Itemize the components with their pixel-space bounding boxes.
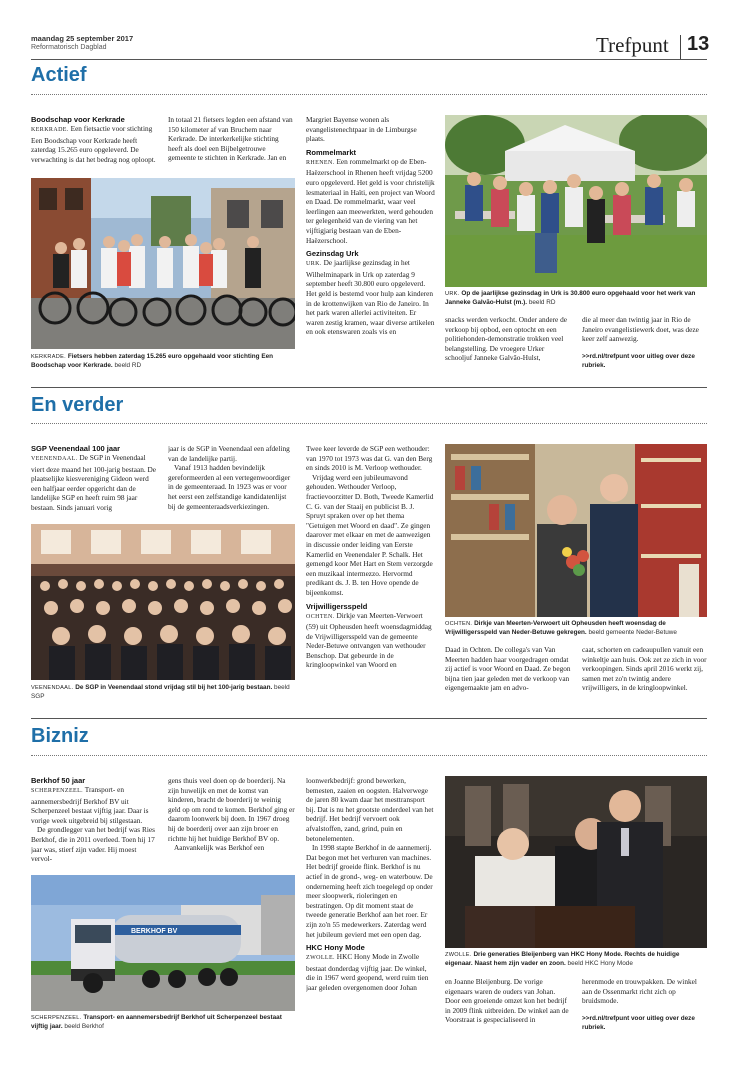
photo-sgp-jubileum [31, 524, 295, 680]
rubriek-link[interactable]: >>rd.nl/trefpunt voor uitleg over deze rubriek. [582, 1015, 695, 1031]
masthead-divider [680, 35, 681, 59]
article-paragraph: jaar is de SGP in Veenendaal een afdeling van de landelijke partij. [168, 444, 290, 463]
page-number: 13 [687, 33, 710, 55]
article-column-middle [306, 444, 435, 703]
photo-caption [445, 620, 707, 640]
photo-caption [31, 1014, 295, 1034]
article-body: die al meer dan twintig jaar in Rio de Janeiro evangelistiewerk doet, was deze keer zelf aanwezig. [582, 315, 699, 344]
article-heading-hony-mode: HKC Hony Mode [306, 943, 365, 953]
article-body: In totaal 21 fietsers legden een afstand van 150 kilometer af van Bruchem naar Kerkrade. De interkerkelijke stichting heeft als doel een Bijbelgetrouwe gemeente te stichten in Kerkrade. Jan en [168, 115, 293, 163]
article-dateline: RHENEN. [306, 159, 335, 166]
article-heading: Berkhof 50 jaar [31, 776, 86, 785]
article-column [445, 645, 572, 703]
article-heading-vrijwilligersspeld: Vrijwilligersspeld [306, 601, 368, 611]
article-column [582, 645, 707, 703]
article-column-middle [306, 115, 435, 373]
caption-place: VEENENDAAL. [31, 685, 74, 691]
article-body: Dirkje van Meerten-Verwoert (59) uit Opheusden heeft woensdagmiddag de Vrijwilligersspeld van de gemeente Neder-Betuwe ontvangen van wethouder Benschop. Dat gebeurde in de kringloopwinkel van Woord en [306, 610, 432, 670]
article-sgp-veenendaal [31, 444, 158, 520]
article-body: caat, schorten en cadeaupullen vanuit een winkeltje aan huis. Ook zet ze zich in voor verkoopingen. Sinds april 2016 werkt zij, samen met zo'n twintig andere vrijwilligers, in de kringloopwinkel. [582, 645, 707, 693]
article-body: Daad in Ochten. De collega's van Van Meerten hadden haar voorgedragen omdat zij actief is voor Woord en Daad. Ze begon bijna tien jaar geleden met de verkoop van eigengemaakte jam en advo- [445, 645, 571, 693]
article-paragraph: Aanvankelijk was Berkhof een [174, 843, 265, 853]
article-paragraph: loonwerkbedrijf: grond bewerken, bemesten, zaaien en oogsten. Halverwege de jaren 80 kwam daar het mesttransport bij. Dat is nu het grootste onderdeel van het bedrijf. Het bedrijf vervoert ook afvalstoffen, zand, grind, puin en betonelementen. [306, 776, 434, 843]
caption-place: OCHTEN. [445, 621, 473, 627]
caption-place: URK. [445, 291, 460, 297]
photo-hony-mode [445, 776, 707, 948]
article-column [582, 315, 707, 351]
article-heading: SGP Veenendaal 100 jaar [31, 444, 121, 453]
section-rule-actief [31, 94, 707, 95]
photo-caption [31, 353, 295, 373]
article-dateline: SCHERPENZEEL. [31, 788, 84, 794]
photo-cyclists-kerkrade [31, 178, 295, 349]
article-column [168, 776, 295, 871]
photo-gezinsdag-urk [445, 115, 707, 287]
article-dateline: ZWOLLE. [306, 955, 335, 962]
section-rule-top [31, 718, 707, 719]
article-paragraph: Twee keer leverde de SGP een wethouder: van 1970 tot 1973 was dat G. van den Berg en sinds 2010 is M. Verloop wethouder. [306, 444, 433, 473]
caption-credit: beeld RD [114, 361, 142, 369]
article-berkhof [31, 776, 158, 871]
issue-date: maandag 25 september 2017 [31, 34, 134, 43]
photo-caption [445, 290, 707, 310]
caption-text: Drie generaties Bleijenberg van HKC Hony Mode. Rechts de huidige eigenaar. Naast hem zijn vader en zoon. [445, 951, 680, 967]
article-body: herenmode en trouwpakken. De winkel aan de Ossenmarkt richt zich op bruidsmode. [582, 977, 697, 1006]
article-body: De SGP in Veenendaal viert deze maand het 100-jarig bestaan. De plaatselijke kiesvereniging Gideon werd een halfjaar eerder opgericht dan de landelijke SGP en heeft ruim 98 jaar bestaan. Sinds januari vorig [31, 453, 157, 512]
caption-place: ZWOLLE. [445, 952, 472, 958]
section-name: Trefpunt [596, 33, 669, 57]
caption-text: De SGP in Veenendaal stond vrijdag stil bij het 100-jarig bestaan. [75, 684, 273, 691]
section-rule-top [31, 387, 707, 388]
masthead-rule [31, 59, 707, 60]
article-body: en Joanne Bleijenburg. De vorige eigenaars waren de ouders van Johan. Door een groeiende omzet kon het bedrijf in 2009 flink uitbreiden. De winkel aan de Voorstraat is gespecialiseerd in [445, 977, 569, 1025]
article-body: De jaarlijkse gezinsdag in het Wilhelminapark in Urk op zaterdag 9 september heeft 30.800 euro opgeleverd. Het geld is bestemd voor hulp aan kinderen in de krottenwijken van Rio de Janeiro. In het park waren allerlei activiteiten. Er waren zestig kramen, waar diverse artikelen en ook etenswaren zoals vis en [306, 258, 435, 337]
caption-credit: beeld Berkhof [64, 1022, 104, 1030]
article-column [582, 977, 707, 1013]
photo-vrijwilligersspeld [445, 444, 707, 617]
article-heading-rommelmarkt: Rommelmarkt [306, 147, 357, 157]
article-dateline: VEENENDAAL. [31, 456, 78, 462]
truck-logo-text: BERKHOF BV [131, 928, 178, 935]
article-body: Transport- en aannemersbedrijf Berkhof BV uit Scherpenzeel bestaat vijftig jaar. Daar is vorige week uitgebreid bij stilgestaan. [31, 785, 149, 825]
caption-place: KERKRADE. [31, 354, 67, 360]
article-heading-gezinsdag: Gezinsdag Urk [306, 249, 359, 259]
section-title-bizniz: Bizniz [31, 725, 89, 747]
caption-text: Transport- en aannemersbedrijf Berkhof uit Scherpenzeel bestaat vijftig jaar. [31, 1014, 282, 1030]
article-paragraph: Vrijdag werd een jubileumavond gehouden. Wethouder Verloop, fractievoorzitter D. Both, Tweede Kamerlid C. G. van der Staaij en publicist B. J. Spruyt spraken over op het thema "Getuigen met Woord en daad". Ze gingen daarover met elkaar en met de aanwezigen in discussie onder leiding van Eerste Kamerlid en Veenendaler P. Schalk. Het gemengd koor Met Hart en Stem verzorgde een muzikaal intermezzo. Hervormd predikant ds. J. B. ten Hove opende de bijeenkomst. [306, 472, 434, 597]
article-body: Een fietsactie voor stichting Een Boodschap voor Kerkrade heeft zaterdag 15.265 euro opgeleverd. De verwachting is dat het bedrag nog oploopt. [31, 124, 156, 164]
photo-berkhof-truck [31, 875, 295, 1011]
caption-text: Fietsers hebben zaterdag 15.265 euro opgehaald voor stichting Een Boodschap voor Kerkrade. [31, 353, 274, 369]
caption-place: SCHERPENZEEL. [31, 1015, 82, 1021]
section-title-en-verder: En verder [31, 394, 124, 416]
caption-text: Dirkje van Meerten-Verwoert uit Opheusden heeft woensdag de Vrijwilligersspeld van Neder-Betuwe gekregen. [445, 620, 666, 636]
rubriek-link[interactable]: >>rd.nl/trefpunt voor uitleg over deze rubriek. [582, 353, 695, 369]
caption-credit: beeld HKC Hony Mode [567, 959, 633, 967]
photo-caption [445, 951, 707, 971]
article-body: snacks werden verkocht. Onder andere de verkoop bij opbod, een optocht en een politiehonden-demonstratie trokken veel belangstelling. De vroegere Urker schooljuf Janneke Galvão-Hulst, [445, 315, 567, 363]
article-column [445, 977, 572, 1035]
article-body: Een rommelmarkt op de Eben-Haëzerschool in Rhenen heeft vrijdag 5200 euro opgeleverd. Het geld is voor christelijk lesmateriaal in Haïti, een project van Woord en Daad. De rommelmarkt, waar veel leerlingen aan meewerkten, werd gehouden ter gelegenheid van de viering van het vijftigjarig bestaan van de Eben-Haëzerschool. [306, 156, 435, 245]
article-dateline: URK. [306, 261, 322, 268]
article-boodschap-kerkrade [31, 115, 158, 175]
article-paragraph: In 1998 stapte Berkhof in de aannemerij. Dat begon met het verhuren van machines. Het bedrijf groeide flink. Berkhof is nu actief in de grond-, weg- en waterbouw. De onderneming heeft zich toegelegd op onder meer sloopwerk, rioleringen en bestratingen. Op dit moment staat de tweede generatie Berkhof aan het roer. Er zijn zo'n 55 medewerkers. Zaterdag werd het jubileum gevierd met een open dag. [306, 843, 433, 939]
article-body: Margriet Bayense wonen als evangelistenechtpaar in de Limburgse plaats. [306, 115, 417, 144]
article-column [168, 444, 295, 520]
newspaper-name: Reformatorisch Dagblad [31, 44, 107, 51]
article-column [445, 315, 572, 373]
article-body: HKC Hony Mode in Zwolle bestaat donderdag vijftig jaar. De winkel, die in 1967 werd geopend, werd ruim tien jaar geleden overgenomen door Johan [306, 952, 429, 992]
section-rule-en-verder [31, 423, 707, 424]
article-dateline: OCHTEN. [306, 613, 335, 620]
article-paragraph: De grondlegger van het bedrijf was Ries Berkhof, die in 2011 overleed. Toen hij 17 jaar was, stierf zijn vader. Hij moest vervol- [31, 825, 155, 864]
article-heading: Boodschap voor Kerkrade [31, 115, 125, 124]
section-title-actief: Actief [31, 64, 87, 86]
article-paragraph: Vanaf 1913 hadden bevindelijk gereformeerden al een vertegenwoordiger in de gemeenteraad. In 1923 was er voor het eerst een zelfstandige kandidatenlijst bij de gemeenteraadsverkiezingen. [168, 463, 291, 511]
article-column [168, 115, 295, 175]
article-column-middle [306, 776, 435, 1035]
caption-credit: beeld gemeente Neder-Betuwe [588, 628, 677, 636]
section-rule-bizniz [31, 755, 707, 756]
caption-text: Op de jaarlijkse gezinsdag in Urk is 30.800 euro opgehaald voor het werk van Janneke Galvão-Hulst (m.). [445, 290, 696, 306]
article-paragraph: gens thuis veel doen op de boerderij. Na zijn huwelijk en met de komst van kinderen, bracht de boerderij te weinig geld op om rond te komen. Berkhof ging er daarom loonwerk bij doen. In 1967 droeg hij de boerderij over aan zijn broer en richtte hij het huidige Berkhof BV op. [168, 776, 295, 843]
photo-caption [31, 684, 295, 704]
article-dateline: KERKRADE. [31, 127, 69, 133]
caption-credit: beeld SGP [31, 684, 290, 700]
caption-credit: beeld RD [528, 298, 556, 306]
